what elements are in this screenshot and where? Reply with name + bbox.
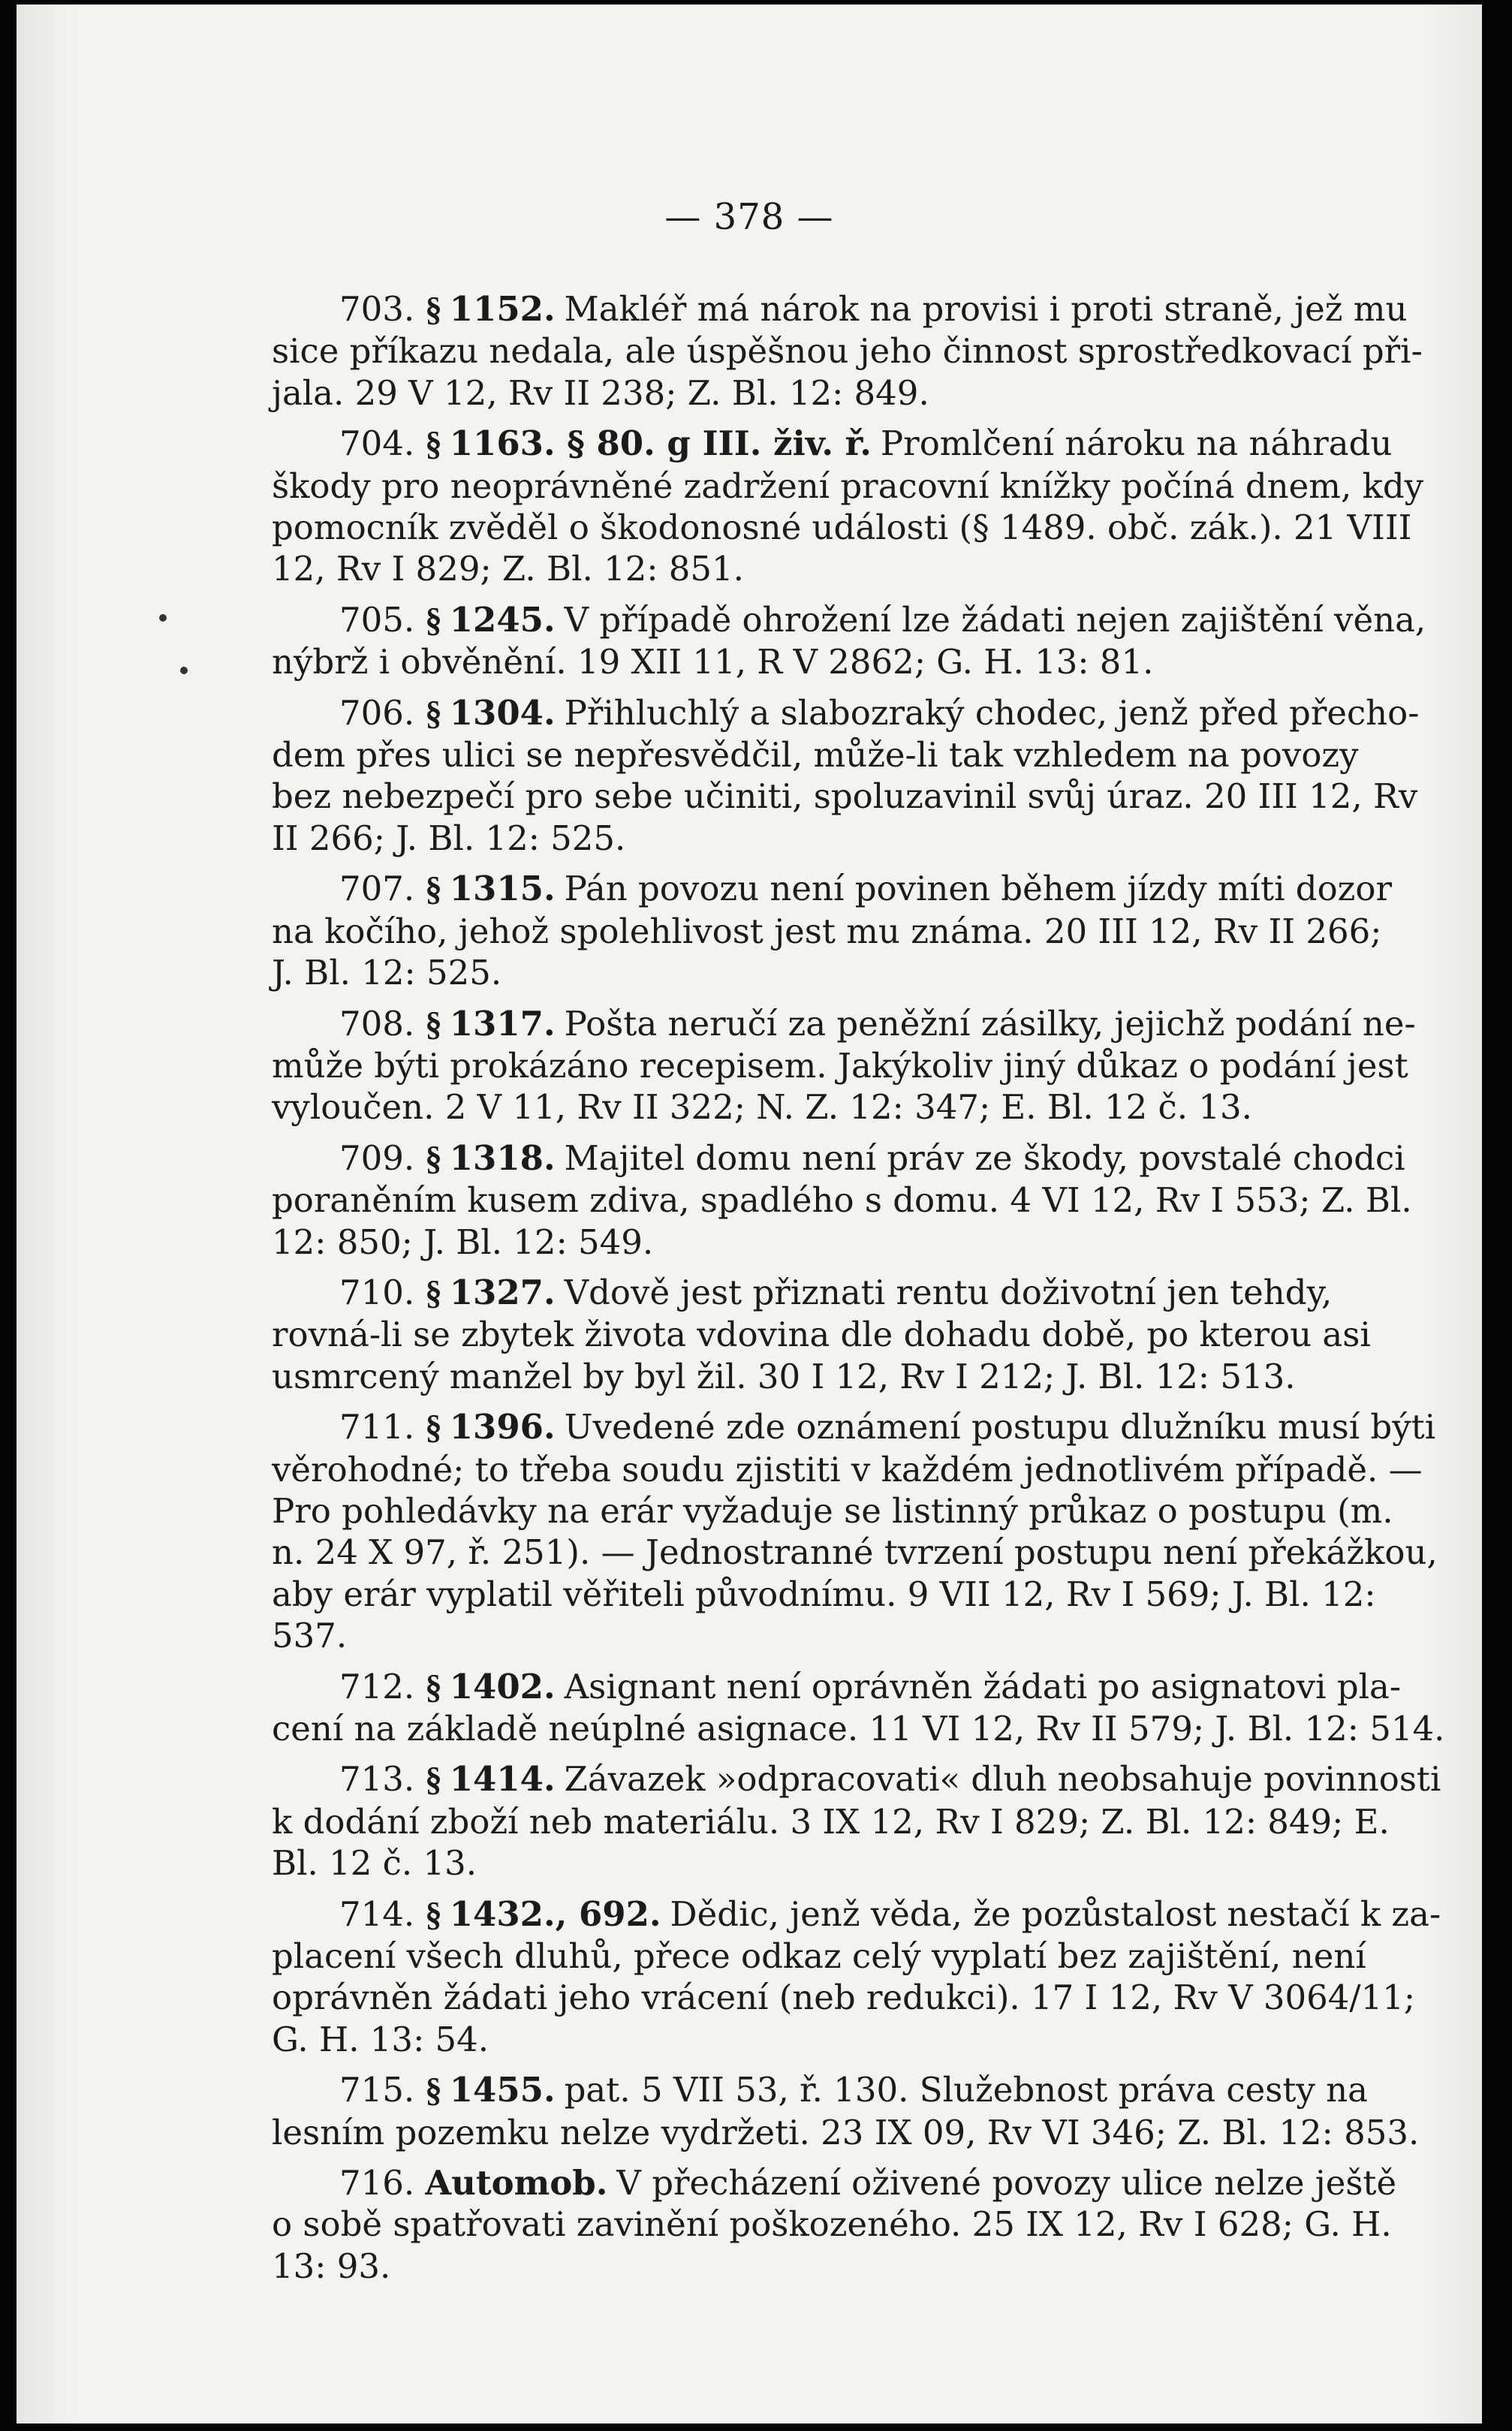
entry-line: Přihluchlý a slabozraký chodec, jenž před přecho- [564,692,1420,733]
entry-number: 715. [339,2070,415,2110]
entry-line: škody pro neoprávněné zadržení pracovní knížky počíná dnem, kdy [272,465,1424,506]
entry-number: 703. [339,289,415,329]
entry-line: V přecházení oživené povozy ulice nelze ještě [616,2163,1397,2204]
section-sign: § [425,291,442,328]
section-reference: Automob. [425,2163,608,2204]
entry-line: Asignant není oprávněn žádati po asignatovi pla- [564,1666,1402,1707]
section-sign: § [425,1273,442,1312]
entry-line: aby erár vyplatil věřiteli původnímu. 9 VII 12, Rv I 569; J. Bl. 12: [272,1574,1376,1614]
section-reference: 1327. [449,1272,556,1312]
entry-line: rovná-li se zbytek života vdovina dle dohadu době, po kterou asi [272,1315,1371,1355]
entry-line: Bl. 12 č. 13. [272,1843,477,1884]
entry-line: cení na základě neúplné asignace. 11 VI 12, Rv II 579; J. Bl. 12: 514. [272,1709,1445,1749]
section-reference: 1318. [449,1137,556,1178]
entry-line: Pro pohledávky na erár vyžaduje se listinný průkaz o postupu (m. [272,1490,1393,1531]
section-sign: § [425,1005,442,1043]
entry-line: o sobě spatřovati zavinění poškozeného. 25 IX 12, Rv I 628; G. H. [272,2204,1392,2245]
entry-line: J. Bl. 12: 525. [272,953,502,993]
entry-713 [272,1758,1441,1884]
entry-715 [272,2069,1420,2153]
entry-number: 716. [339,2163,415,2204]
entry-number: 714. [339,1893,415,1934]
entry-number: 704. [339,423,415,464]
entry-712 [272,1666,1445,1750]
section-reference: 1245. [449,599,556,640]
entry-line: Vdově jest přiznati rentu doživotní jen tehdy, [564,1272,1333,1312]
entry-line: 537. [272,1616,348,1656]
entry-number: 708. [339,1003,415,1044]
entry-716 [272,2162,1420,2287]
entry-line: Pán povozu není povinen během jízdy míti dozor [564,869,1392,909]
section-sign: § [425,601,442,639]
entry-line: Uvedené zde oznámení postupu dlužníku musí býti [564,1407,1436,1447]
section-sign: § [425,1408,442,1447]
section-reference: 1163. § 80. g III. živ. ř. [449,423,872,464]
entry-710 [272,1272,1420,1397]
entry-line: pat. 5 VII 53, ř. 130. Služebnost práva cesty na [564,2070,1368,2110]
entry-line: 12: 850; J. Bl. 12: 549. [272,1222,654,1262]
entry-706 [272,692,1420,860]
section-reference: 1396. [449,1407,556,1447]
entry-line: vyloučen. 2 V 11, Rv II 322; N. Z. 12: 347; E. Bl. 12 č. 13. [272,1087,1252,1128]
section-sign: § [425,1761,442,1799]
entry-line: oprávněn žádati jeho vrácení (neb redukci). 17 I 12, Rv V 3064/11; [272,1978,1416,2018]
section-reference: 1315. [449,869,556,909]
entry-line: Makléř má nárok na provisi i proti straně, jež mu [564,289,1408,329]
entry-number: 712. [339,1666,415,1707]
section-sign: § [425,1139,442,1177]
entry-line: sice příkazu nedala, ale úspěšnou jeho činnost sprostředkovací při- [272,331,1423,372]
margin-dot [159,614,167,622]
entry-line: Dědic, jenž věda, že pozůstalost nestačí k za- [670,1893,1441,1934]
entry-line: placení všech dluhů, přece odkaz celý vyplatí bez zajištění, není [272,1936,1366,1977]
entry-number: 711. [339,1407,415,1447]
entry-line: jala. 29 V 12, Rv II 238; Z. Bl. 12: 849. [272,372,929,413]
entry-number: 709. [339,1137,415,1178]
entry-711 [272,1406,1438,1656]
section-reference: 1414. [449,1759,556,1800]
entry-line: 13: 93. [272,2246,391,2286]
entry-number: 707. [339,869,415,909]
entry-704 [272,423,1424,590]
entry-line: může býti prokázáno recepisem. Jakýkoliv jiný důkaz o podání jest [272,1045,1408,1086]
section-sign: § [425,2071,442,2110]
entry-line: II 266; J. Bl. 12: 525. [272,818,626,858]
section-sign: § [425,870,442,908]
section-reference: 1455. [449,2070,556,2110]
entry-number: 705. [339,599,415,640]
section-reference: 1402. [449,1666,556,1707]
section-reference: 1152. [449,289,556,329]
entry-line: poraněním kusem zdiva, spadlého s domu. 4 VI 12, Rv I 553; Z. Bl. [272,1180,1412,1221]
entry-line: V případě ohrožení lze žádati nejen zajištění věna, [564,599,1426,640]
entry-705 [272,599,1426,683]
margin-dot [180,667,188,674]
entry-line: nýbrž i obvěnění. 19 XII 11, R V 2862; G. H. 13: 81. [272,642,1154,682]
page-number: — 378 — [664,196,834,238]
entry-line: Majitel domu není práv ze škody, povstalé chodci [564,1137,1405,1178]
entry-line: pomocník zvěděl o škodonosné události (§ 1489. obč. zák.). 21 VIII [272,508,1412,548]
book-page [17,5,1482,2423]
section-sign: § [425,1667,442,1706]
section-sign: § [425,1895,442,1933]
entry-714 [272,1893,1441,2061]
entry-line: G. H. 13: 54. [272,2019,489,2059]
entry-line: lesním pozemku nelze vydržeti. 23 IX 09, Rv VI 346; Z. Bl. 12: 853. [272,2112,1420,2152]
entry-number: 706. [339,692,415,733]
entry-708 [272,1003,1420,1128]
entry-line: dem přes ulici se nepřesvědčil, může-li tak vzhledem na povozy [272,735,1359,776]
entry-line: bez nebezpečí pro sebe učiniti, spoluzavinil svůj úraz. 20 III 12, Rv [272,776,1418,817]
section-reference: 1317. [449,1003,556,1044]
section-sign: § [425,694,442,732]
entry-line: věrohodné; to třeba soudu zjistiti v každém jednotlivém případě. — [272,1449,1423,1490]
entry-line: Promlčení nároku na náhradu [880,423,1393,464]
section-reference: 1304. [449,692,556,733]
entry-703 [272,288,1423,414]
entry-707 [272,868,1420,993]
entry-709 [272,1137,1420,1263]
entry-line: 12, Rv I 829; Z. Bl. 12: 851. [272,549,744,589]
entry-number: 710. [339,1272,415,1312]
entry-line: n. 24 X 97, ř. 251). — Jednostranné tvrzení postupu není překážkou, [272,1532,1438,1573]
entry-line: na kočího, jehož spolehlivost jest mu známa. 20 III 12, Rv II 266; [272,911,1382,951]
entry-line: usmrcený manžel by byl žil. 30 I 12, Rv I 212; J. Bl. 12: 513. [272,1356,1296,1396]
entry-line: k dodání zboží neb materiálu. 3 IX 12, Rv I 829; Z. Bl. 12: 849; E. [272,1801,1390,1842]
section-reference: 1432., 692. [449,1893,661,1934]
entry-number: 713. [339,1759,415,1800]
decisions-text [272,288,1445,2296]
entry-line: Pošta neručí za peněžní zásilky, jejichž podání ne- [564,1003,1416,1044]
entry-line: Závazek »odpracovati« dluh neobsahuje povinnosti [564,1759,1441,1800]
section-sign: § [425,425,442,463]
